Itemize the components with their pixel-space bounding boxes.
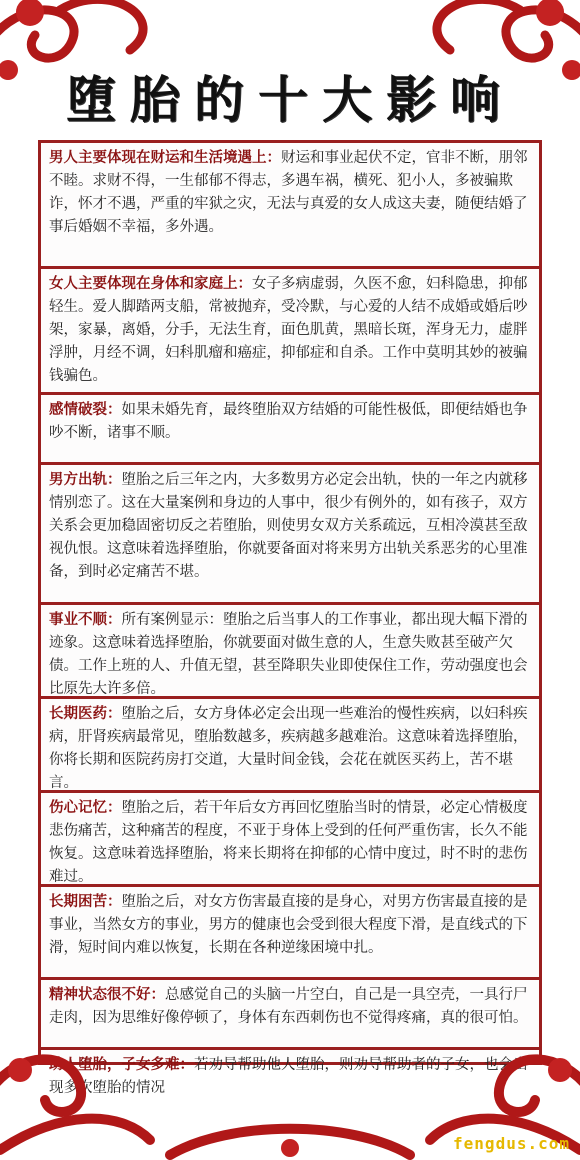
section-heading: 长期困苦： <box>49 894 122 910</box>
site-watermark: fengdus.com <box>453 1134 570 1153</box>
section-body: 堕胎之后，女方身体必定会出现一些难治的慢性疾病，以妇科疾病，肝肾疾病最常见，堕胎数越多，疾病越多越难治。这意味着选择堕胎，你将长期和医院药房打交道，大量时间金钱，会花在就医买药上，苦不堪言。 <box>49 706 528 791</box>
content-panel <box>38 140 542 1096</box>
section-heading: 精神状态很不好： <box>49 987 165 1003</box>
section-body: 堕胎之后，对女方伤害最直接的是身心，对男方伤害最直接的是事业，当然女方的事业，男方的健康也会受到很大程度下滑，是直线式的下滑，短时间内难以恢复，长期在各种逆缘困境中扎。 <box>49 894 528 956</box>
section-body: 堕胎之后三年之内，大多数男方必定会出轨，快的一年之内就移情别恋了。这在大量案例和身边的人事中，很少有例外的，如有孩子，双方关系会更加稳固密切反之若堕胎，则使男女双方关系疏远，互相冷漠甚至敌视仇恨。这意味着选择堕胎，你就要备面对将来男方出轨关系恶劣的心里准备，到时必定痛苦不堪。 <box>49 472 528 580</box>
section-heading: 长期医药： <box>49 706 122 722</box>
section-2 <box>41 269 539 395</box>
section-body: 所有案例显示：堕胎之后当事人的工作事业，都出现大幅下滑的迹象。这意味着选择堕胎，你就要面对做生意的人，生意失败甚至破产欠债。工作上班的人、升值无望，甚至降职失业即使保住工作，劳动强度也会比原先大许多倍。 <box>49 612 528 697</box>
section-body: 财运和事业起伏不定，官非不断，朋邻不睦。求财不得，一生郁郁不得志，多遇车祸，横死、犯小人，多被骗欺诈，怀才不遇，严重的牢狱之灾，无法与真爱的女人成这夫妻，随便结婚了事后婚姻不幸福，多外遇。 <box>49 150 528 235</box>
section-3 <box>41 395 539 465</box>
section-body: 若劝导帮助他人堕胎，则劝导帮助者的子女，也会出现多次堕胎的情况 <box>49 1057 528 1096</box>
section-heading: 伤心记忆： <box>49 800 122 816</box>
section-5 <box>41 605 539 699</box>
section-8 <box>41 887 539 980</box>
section-6 <box>41 699 539 793</box>
section-heading: 男人主要体现在财运和生活境遇上： <box>49 150 281 166</box>
section-4 <box>41 465 539 605</box>
section-body: 如果未婚先育，最终堕胎双方结婚的可能性极低，即便结婚也争吵不断，诸事不顺。 <box>49 402 528 441</box>
section-body: 女子多病虚弱，久医不愈，妇科隐患，抑郁轻生。爱人脚踏两支船，常被抛弃，受冷默，与心爱的人结不成婚或婚后吵架，家暴，离婚，分手，无法生育，面色肌黄，黑暗长斑，浑身无力，虚胖浮肿，月经不调，妇科肌瘤和癌症，抑郁症和自杀。工作中莫明其妙的被骗钱骗色。 <box>49 276 528 384</box>
section-heading: 男方出轨： <box>49 472 122 488</box>
section-body: 总感觉自己的头脑一片空白，自己是一具空壳，一具行尸走肉，因为思维好像停顿了，身体有东西刺伤也不觉得疼痛，真的很可怕。 <box>49 987 528 1026</box>
section-heading: 事业不顺： <box>49 612 122 628</box>
section-body: 堕胎之后，若干年后女方再回忆堕胎当时的情景，必定心情极度悲伤痛苦，这种痛苦的程度，不亚于身体上受到的任何严重伤害，长久不能恢复。这意味着选择堕胎，将来长期将在抑郁的心情中度过，时不时的悲伤难过。 <box>49 800 528 885</box>
section-1 <box>41 143 539 269</box>
section-heading: 助人堕胎，子女多难： <box>49 1057 194 1073</box>
section-heading: 女人主要体现在身体和家庭上： <box>49 276 252 292</box>
section-heading: 感情破裂： <box>49 402 122 418</box>
section-7 <box>41 793 539 887</box>
page-title: 堕胎的十大影响 <box>66 70 514 129</box>
